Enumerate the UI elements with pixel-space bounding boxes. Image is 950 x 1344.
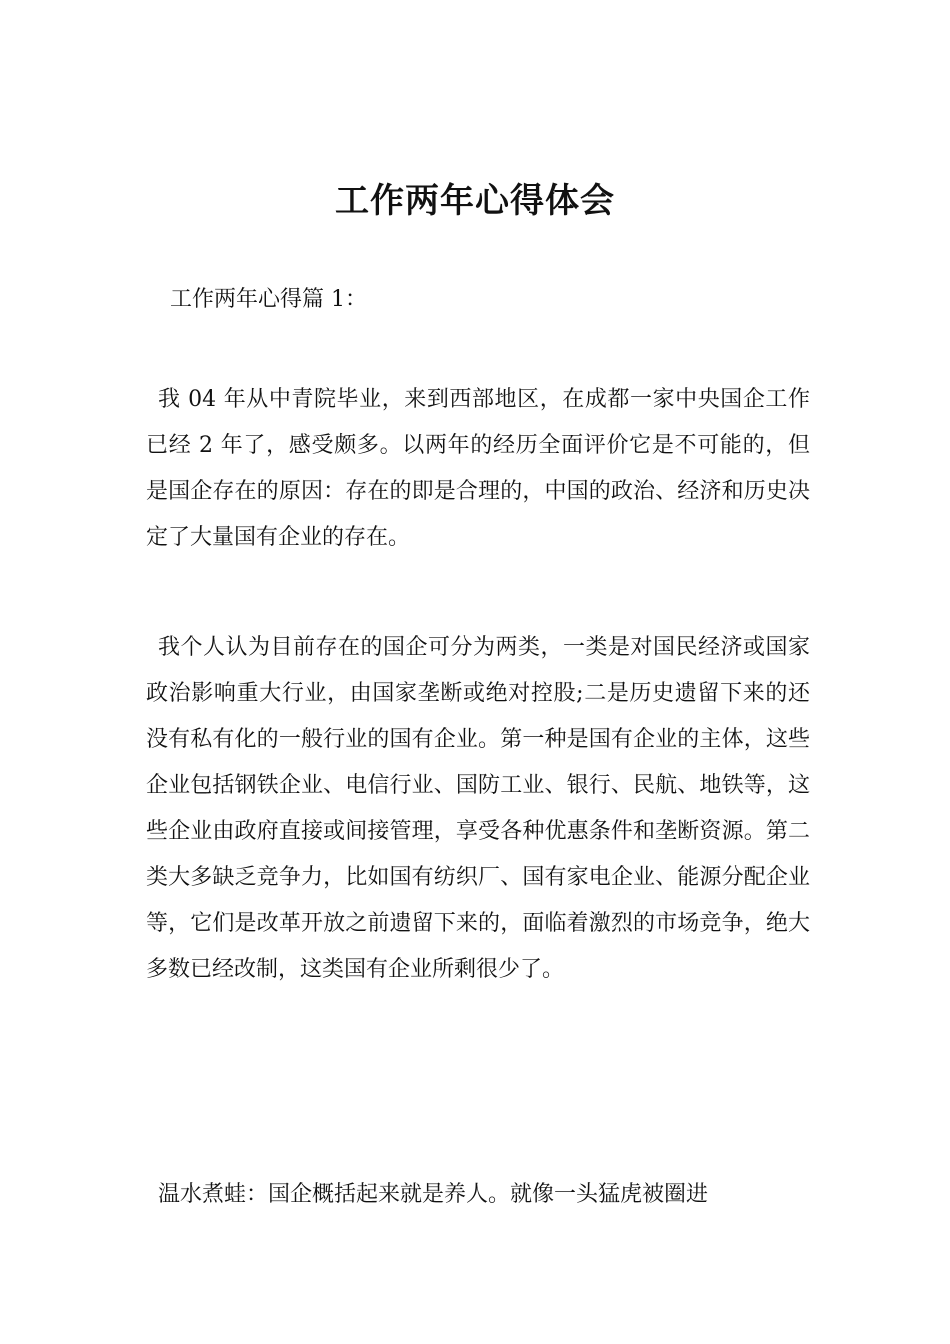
paragraph-1: 我 04 年从中青院毕业，来到西部地区，在成都一家中央国企工作已经 2 年了，感受颇多。以两年的经历全面评价它是不可能的，但是国企存在的原因：存在的即是合理的，中国的政治、经济和历史决定了大量国有企业的存在。 (146, 387, 810, 550)
paragraph-2: 我个人认为目前存在的国企可分为两类，一类是对国民经济或国家政治影响重大行业，由国家垄断或绝对控股;二是历史遗留下来的还没有私有化的一般行业的国有企业。第一种是国有企业的主体，这些企业包括钢铁企业、电信行业、国防工业、银行、民航、地铁等，这些企业由政府直接或间接管理，享受各种优惠条件和垄断资源。第二类大多缺乏竞争力，比如国有纺织厂、国有家电企业、能源分配企业等，它们是改革开放之前遗留下来的，面临着激烈的市场竞争，绝大多数已经改制，这类国有企业所剩很少了。 (146, 635, 810, 982)
document-title: 工作两年心得体会 (335, 181, 615, 221)
section-heading: 工作两年心得篇 1： (170, 287, 367, 312)
paragraph-3: 温水煮蛙：国企概括起来就是养人。就像一头猛虎被圈进 (158, 1182, 709, 1207)
